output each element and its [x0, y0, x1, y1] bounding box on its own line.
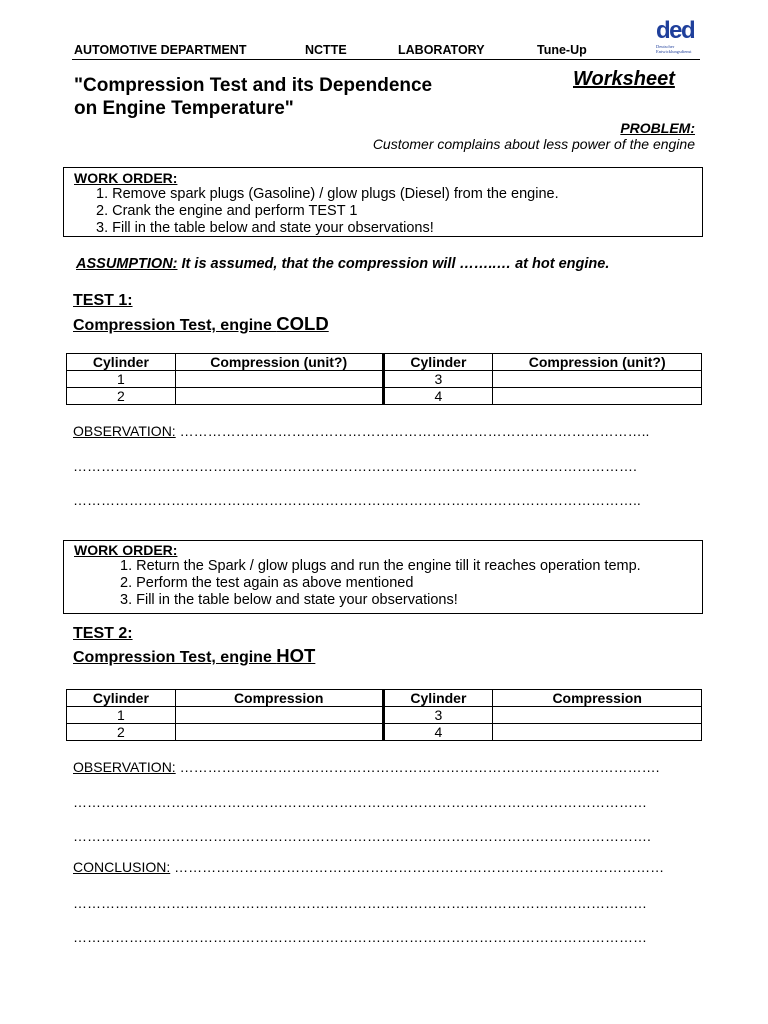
title-line-1: "Compression Test and its Dependence — [74, 75, 433, 96]
logo-subtitle-line-2: Entwicklungsdienst — [656, 49, 692, 54]
work-order-2-list — [74, 558, 702, 609]
work-order-2-item: 2. Perform the test again as above mentioned — [120, 575, 414, 591]
cylinder-cell: 4 — [383, 388, 493, 405]
logo-text: ded — [656, 17, 695, 44]
test-2-observation-line-3[interactable]: ……………………………………………………………………………………………………………. — [73, 828, 651, 844]
table-row — [67, 371, 702, 388]
table-row — [67, 707, 702, 724]
test-1-observation-line-3[interactable]: ………………………………………………………………………………………………………….. — [73, 492, 641, 508]
header-institute: NCTTE — [305, 43, 347, 57]
assumption-label: ASSUMPTION: — [76, 256, 178, 272]
table-header-row — [67, 690, 702, 707]
compression-input-cell[interactable] — [175, 371, 383, 388]
test-1-condition: COLD — [276, 313, 329, 334]
ded-logo — [654, 19, 700, 59]
conclusion-dots: …………………………………………………………………………………………… — [170, 859, 665, 875]
cylinder-cell: 2 — [67, 724, 176, 741]
problem-label: PROBLEM: — [620, 120, 695, 136]
header-section: LABORATORY — [398, 43, 485, 57]
column-header: Cylinder — [67, 690, 176, 707]
column-header: Compression — [175, 690, 383, 707]
column-header: Cylinder — [383, 690, 493, 707]
test-2-table — [66, 689, 702, 741]
header-rule — [72, 59, 700, 60]
test-2-condition: HOT — [276, 645, 316, 666]
observation-dots: …………………………………………………………………………………………. — [175, 759, 660, 775]
test-2-subheading — [73, 645, 315, 667]
work-order-2-item: 1. Return the Spark / glow plugs and run the engine till it reaches operation temp. — [120, 558, 641, 574]
header-department: AUTOMOTIVE DEPARTMENT — [74, 43, 247, 57]
page-title — [74, 74, 432, 120]
observation-dots: ……………………………………………………………………………………….. — [175, 423, 650, 439]
work-order-1-box — [63, 167, 703, 237]
cylinder-cell: 3 — [383, 371, 493, 388]
test-1-observation-line-2[interactable]: …………………………………………………………………………………………………………. — [73, 458, 637, 474]
logo-subtitle-line-1: Deutscher — [656, 44, 675, 49]
test-1-heading: TEST 1: — [73, 292, 133, 309]
test-1-subheading — [73, 313, 329, 335]
work-order-2-heading: WORK ORDER: — [74, 542, 178, 558]
compression-input-cell[interactable] — [175, 388, 383, 405]
cylinder-cell: 2 — [67, 388, 176, 405]
title-line-2: on Engine Temperature" — [74, 98, 294, 119]
work-order-1-item: 1. Remove spark plugs (Gasoline) / glow plugs (Diesel) from the engine. — [96, 186, 559, 202]
table-row — [67, 724, 702, 741]
compression-input-cell[interactable] — [493, 371, 702, 388]
problem-text: Customer complains about less power of the engine — [372, 136, 695, 152]
test-2-heading: TEST 2: — [73, 625, 133, 642]
compression-input-cell[interactable] — [175, 707, 383, 724]
table-header-row — [67, 354, 702, 371]
work-order-1-heading: WORK ORDER: — [74, 170, 178, 186]
work-order-1-list — [74, 186, 702, 237]
test-1-observation[interactable] — [73, 423, 649, 439]
logo-subtitle — [656, 44, 692, 54]
conclusion-label: CONCLUSION: — [73, 859, 171, 875]
work-order-1-item: 3. Fill in the table below and state your observations! — [96, 220, 434, 236]
compression-input-cell[interactable] — [175, 724, 383, 741]
cylinder-cell: 4 — [383, 724, 493, 741]
test-2-observation[interactable] — [73, 759, 659, 775]
test-2-subheading-prefix: Compression Test, engine — [73, 649, 277, 666]
column-header: Compression (unit?) — [493, 354, 702, 371]
worksheet-label: Worksheet — [573, 68, 675, 90]
column-header: Compression — [493, 690, 702, 707]
conclusion-line-3[interactable]: …………………………………………………………………………………………………………… — [73, 929, 647, 945]
header-topic: Tune-Up — [537, 43, 587, 57]
compression-input-cell[interactable] — [493, 707, 702, 724]
assumption-text: It is assumed, that the compression will ……..… at hot engine. — [177, 256, 610, 272]
compression-input-cell[interactable] — [493, 724, 702, 741]
test-2-observation-line-2[interactable]: …………………………………………………………………………………………………………… — [73, 794, 647, 810]
test-1-table — [66, 353, 702, 405]
table-row — [67, 388, 702, 405]
cylinder-cell: 1 — [67, 371, 176, 388]
conclusion-line-2[interactable]: …………………………………………………………………………………………………………… — [73, 895, 647, 911]
cylinder-cell: 1 — [67, 707, 176, 724]
work-order-1-item: 2. Crank the engine and perform TEST 1 — [96, 203, 358, 219]
test-1-subheading-prefix: Compression Test, engine — [73, 317, 277, 334]
column-header: Cylinder — [383, 354, 493, 371]
observation-label: OBSERVATION: — [73, 423, 176, 439]
conclusion[interactable] — [73, 859, 664, 875]
observation-label: OBSERVATION: — [73, 759, 176, 775]
column-header: Cylinder — [67, 354, 176, 371]
assumption — [76, 256, 609, 272]
cylinder-cell: 3 — [383, 707, 493, 724]
column-header: Compression (unit?) — [175, 354, 383, 371]
work-order-2-item: 3. Fill in the table below and state your observations! — [120, 592, 458, 608]
work-order-2-box — [63, 540, 703, 614]
compression-input-cell[interactable] — [493, 388, 702, 405]
